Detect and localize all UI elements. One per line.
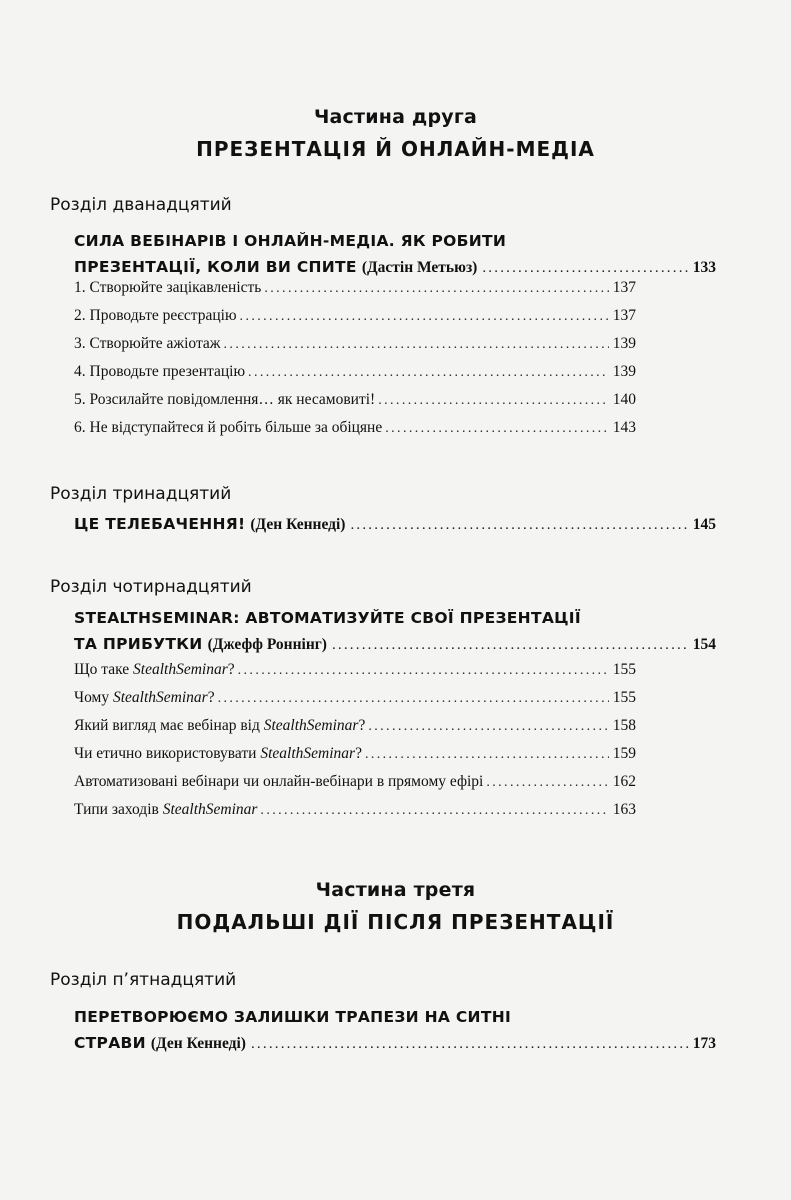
chapter-title-line (74, 511, 716, 537)
page-number: 143 (612, 419, 636, 436)
page-number: 155 (612, 661, 636, 678)
chapter-author: (Ден Кеннеді) (250, 516, 346, 533)
page-number: 145 (692, 516, 716, 533)
toc-item-text-part: ? (358, 717, 366, 734)
toc-item-text-part: Який вигляд має вебінар від (74, 717, 264, 734)
chapter-title: СИЛА ВЕБІНАРІВ І ОНЛАЙН-МЕДІА. ЯК РОБИТИ (74, 232, 507, 250)
section-heading: Розділ дванадцятий (50, 195, 232, 215)
chapter-title-line (74, 631, 716, 657)
toc-item[interactable] (74, 274, 636, 302)
chapter-title: STEALTHSEMINAR: АВТОМАТИЗУЙТЕ СВОЇ ПРЕЗЕНТАЦІЇ (74, 609, 581, 627)
page-number: 140 (612, 391, 636, 408)
part-heading (0, 105, 791, 163)
subsection-list (74, 656, 636, 824)
page-number: 163 (612, 801, 636, 818)
chapter-entry[interactable] (74, 228, 716, 280)
page-number: 137 (612, 307, 636, 324)
toc-item-emphasis: StealthSeminar (260, 745, 356, 762)
toc-item[interactable] (74, 740, 636, 768)
toc-item-text-part: ? (227, 661, 235, 678)
page-number: 133 (692, 259, 716, 276)
chapter-title: ЦЕ ТЕЛЕБАЧЕННЯ! (74, 515, 246, 533)
toc-item-text-part: ? (355, 745, 362, 762)
chapter-title-line (74, 605, 716, 631)
dot-leader (385, 415, 609, 443)
chapter-title: ПРЕЗЕНТАЦІЇ, КОЛИ ВИ СПИТЕ (74, 258, 357, 276)
section-heading: Розділ п’ятнадцятий (50, 970, 237, 990)
chapter-author: (Джефф Роннінг) (207, 636, 327, 653)
chapter-entry[interactable] (74, 511, 716, 537)
dot-leader (224, 331, 609, 359)
chapter-title-line (74, 1004, 716, 1030)
toc-item[interactable] (74, 414, 636, 442)
chapter-title-line (74, 228, 716, 254)
dot-leader (365, 741, 609, 769)
dot-leader (238, 657, 609, 685)
toc-item-text: 1. Створюйте зацікавленість (74, 279, 262, 296)
dot-leader (264, 275, 608, 303)
page-number: 159 (612, 745, 636, 762)
toc-item-text-part: Чи етично використовувати (74, 745, 261, 762)
toc-item[interactable] (74, 656, 636, 684)
toc-item-text-part: Що таке (74, 661, 134, 678)
toc-item-emphasis: StealthSeminar (112, 689, 208, 706)
toc-item-emphasis: StealthSeminar (133, 661, 228, 678)
chapter-title: СТРАВИ (74, 1034, 146, 1052)
toc-item[interactable] (74, 712, 636, 740)
part-title: ПРЕЗЕНТАЦІЯ Й ОНЛАЙН-МЕДІА (196, 137, 595, 161)
toc-item-text (74, 768, 483, 796)
dot-leader (368, 713, 608, 741)
toc-item[interactable] (74, 768, 636, 796)
chapter-author: (Дастін Метьюз) (361, 259, 478, 276)
dot-leader (240, 303, 609, 331)
toc-item-text (74, 740, 362, 768)
dot-leader (260, 797, 608, 825)
dot-leader (378, 387, 609, 415)
subsection-list (74, 274, 636, 442)
part-heading (0, 878, 791, 936)
toc-item-text (74, 796, 257, 824)
toc-item[interactable] (74, 330, 636, 358)
page-number: 158 (612, 717, 636, 734)
chapter-title: ПЕРЕТВОРЮЄМО ЗАЛИШКИ ТРАПЕЗИ НА СИТНІ (74, 1008, 512, 1026)
toc-item-text (74, 684, 215, 712)
chapter-title-line (74, 1030, 716, 1056)
chapter-author: (Ден Кеннеді) (150, 1035, 246, 1052)
dot-leader (486, 769, 608, 797)
page-number: 154 (692, 636, 716, 653)
dot-leader (350, 512, 688, 538)
toc-item-text (74, 712, 365, 740)
toc-item[interactable] (74, 684, 636, 712)
page-number: 139 (612, 363, 636, 380)
dot-leader (218, 685, 609, 713)
toc-item-text-part: Чому (74, 689, 113, 706)
chapter-entry[interactable] (74, 1004, 716, 1056)
toc-item-text: 5. Розсилайте повідомлення… як несамовиті! (74, 391, 376, 408)
toc-item[interactable] (74, 386, 636, 414)
page-number: 155 (612, 689, 636, 706)
toc-item-text: 4. Проводьте презентацію (74, 363, 246, 380)
part-title: ПОДАЛЬШІ ДІЇ ПІСЛЯ ПРЕЗЕНТАЦІЇ (176, 910, 615, 934)
dot-leader (248, 359, 609, 387)
toc-item-text: 6. Не відступайтеся й робіть більше за обіцяне (74, 419, 383, 436)
toc-item-text: 2. Проводьте реєстрацію (74, 307, 237, 324)
toc-item-text-part: ? (207, 689, 215, 706)
toc-item-text (74, 656, 235, 684)
chapter-title: ТА ПРИБУТКИ (74, 635, 203, 653)
toc-item[interactable] (74, 302, 636, 330)
page-number: 173 (692, 1035, 716, 1052)
section-heading: Розділ тринадцятий (50, 484, 232, 504)
chapter-entry[interactable] (74, 605, 716, 657)
toc-item[interactable] (74, 796, 636, 824)
toc-item-emphasis: StealthSeminar (162, 801, 258, 818)
part-label: Частина третя (315, 879, 476, 901)
toc-item-text-part: Типи заходів (74, 801, 163, 818)
page-number: 137 (612, 279, 636, 296)
section-heading: Розділ чотирнадцятий (50, 577, 252, 597)
toc-item[interactable] (74, 358, 636, 386)
part-label: Частина друга (313, 106, 477, 128)
toc-item-text: 3. Створюйте ажіотаж (74, 335, 221, 352)
page-number: 139 (612, 335, 636, 352)
dot-leader (251, 1031, 689, 1057)
toc-item-emphasis: StealthSeminar (263, 717, 359, 734)
page-number: 162 (612, 773, 636, 790)
dot-leader (332, 632, 689, 658)
toc-item-text-part: Автоматизовані вебінари чи онлайн-вебінари в прямому ефірі (74, 773, 484, 790)
